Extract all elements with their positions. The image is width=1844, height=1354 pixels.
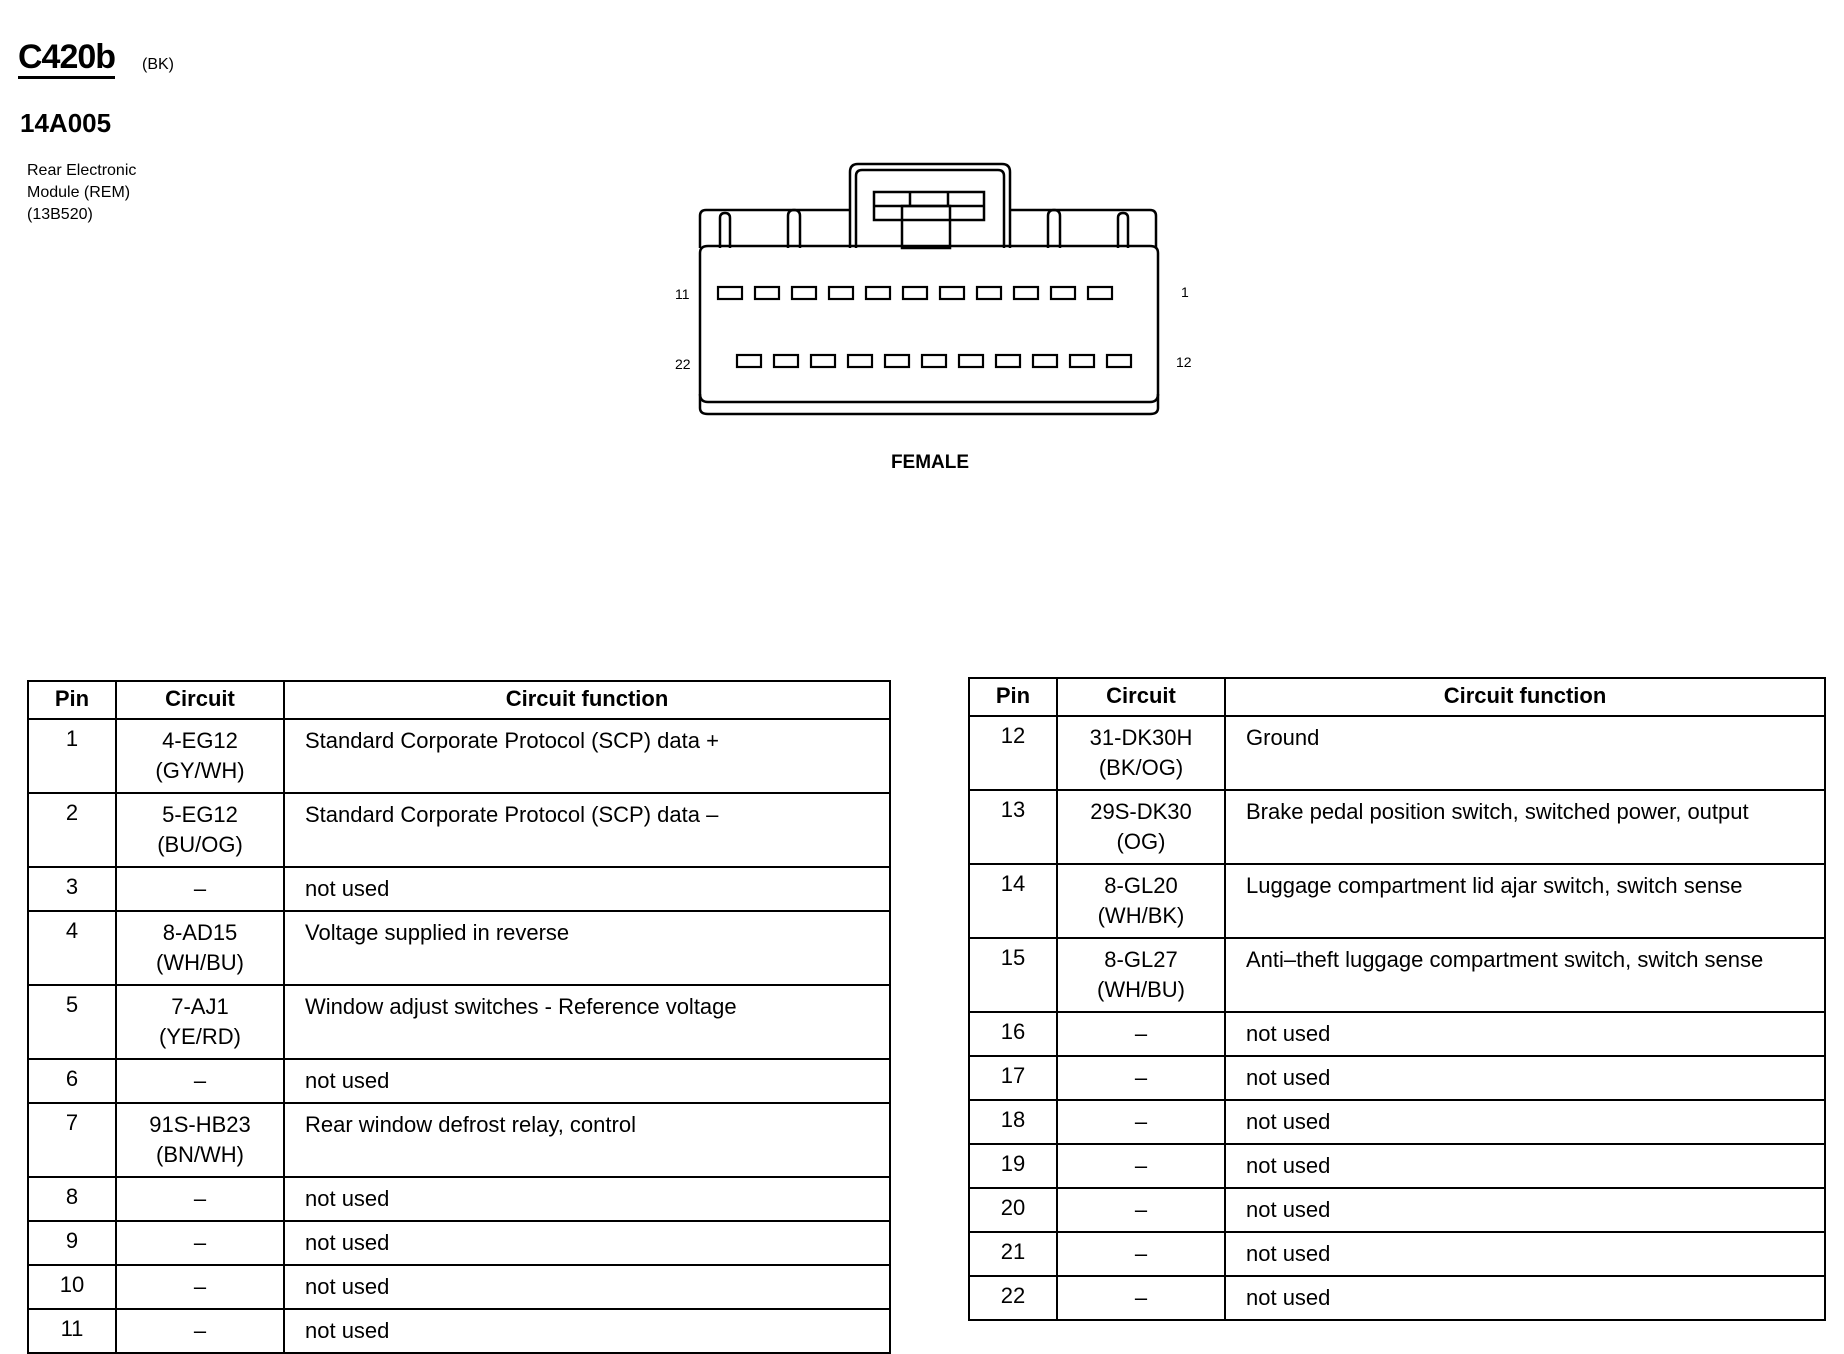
- circuit-cell: [1057, 716, 1225, 790]
- pin-label-1: 1: [1181, 284, 1189, 300]
- circuit-function: not used: [284, 1221, 890, 1265]
- pin-cavity: [1088, 287, 1112, 299]
- connector-base: [700, 394, 1158, 414]
- pin-number: 5: [28, 985, 116, 1059]
- circuit-id: –: [1134, 1021, 1148, 1046]
- table-header-row: [969, 678, 1825, 716]
- circuit-cell: [1057, 1100, 1225, 1144]
- table-row: [28, 1103, 890, 1177]
- pin-label-22: 22: [675, 356, 691, 372]
- table-row: [28, 985, 890, 1059]
- circuit-function: Brake pedal position switch, switched power, output: [1225, 790, 1825, 864]
- table-row: [28, 793, 890, 867]
- circuit-function: Rear window defrost relay, control: [284, 1103, 890, 1177]
- circuit-function: not used: [284, 867, 890, 911]
- header-circuit: Circuit: [116, 681, 284, 719]
- pin-cavity: [811, 355, 835, 367]
- connector-gender-label: FEMALE: [890, 452, 970, 473]
- circuit-cell: [116, 985, 284, 1059]
- circuit-function: not used: [284, 1265, 890, 1309]
- table-row: [969, 716, 1825, 790]
- table-header-row: [28, 681, 890, 719]
- table-row: [28, 1221, 890, 1265]
- pin-cavity: [1070, 355, 1094, 367]
- pin-cavity: [1014, 287, 1038, 299]
- circuit-function: Standard Corporate Protocol (SCP) data +: [284, 719, 890, 793]
- circuit-id: 7-AJ1: [171, 994, 229, 1019]
- circuit-id: 31-DK30H: [1089, 725, 1193, 750]
- table-row: [969, 1144, 1825, 1188]
- connector-color-code: (BK): [142, 56, 174, 73]
- pin-number: 9: [28, 1221, 116, 1265]
- circuit-id: 8-AD15: [162, 920, 238, 945]
- pin-number: 7: [28, 1103, 116, 1177]
- circuit-function: not used: [1225, 1276, 1825, 1320]
- circuit-function: Anti–theft luggage compartment switch, switch sense: [1225, 938, 1825, 1012]
- circuit-function: not used: [1225, 1144, 1825, 1188]
- header-function: Circuit function: [1225, 678, 1825, 716]
- wire-color: (BN/WH): [156, 1142, 244, 1167]
- circuit-cell: [1057, 938, 1225, 1012]
- pin-cavity: [737, 355, 761, 367]
- circuit-function: not used: [284, 1309, 890, 1353]
- pin-number: 15: [969, 938, 1057, 1012]
- circuit-id: 5-EG12: [162, 802, 238, 827]
- pin-number: 18: [969, 1100, 1057, 1144]
- wire-color: (BK/OG): [1098, 755, 1184, 780]
- pin-cavity: [885, 355, 909, 367]
- part-number: 14A005: [20, 108, 112, 138]
- circuit-cell: [1057, 1012, 1225, 1056]
- circuit-function: not used: [1225, 1012, 1825, 1056]
- pin-number: 8: [28, 1177, 116, 1221]
- pin-cavity: [1107, 355, 1131, 367]
- circuit-cell: [1057, 1232, 1225, 1276]
- circuit-cell: [116, 1265, 284, 1309]
- circuit-cell: [116, 719, 284, 793]
- circuit-function: not used: [284, 1059, 890, 1103]
- pin-number: 4: [28, 911, 116, 985]
- table-row: [28, 1265, 890, 1309]
- pin-cavity: [959, 355, 983, 367]
- pin-cavity: [1033, 355, 1057, 367]
- circuit-id: –: [193, 876, 207, 901]
- table-row: [969, 1100, 1825, 1144]
- circuit-function: Window adjust switches - Reference voltage: [284, 985, 890, 1059]
- circuit-id: –: [193, 1274, 207, 1299]
- circuit-id: 4-EG12: [162, 728, 238, 753]
- pin-number: 21: [969, 1232, 1057, 1276]
- circuit-id: –: [1134, 1197, 1148, 1222]
- pin-number: 6: [28, 1059, 116, 1103]
- table-row: [969, 1012, 1825, 1056]
- pin-cavity: [718, 287, 742, 299]
- wire-color: (WH/BK): [1097, 903, 1185, 928]
- pin-cavity: [1051, 287, 1075, 299]
- circuit-function: not used: [1225, 1188, 1825, 1232]
- locating-rib: [788, 210, 800, 248]
- circuit-id: –: [1134, 1285, 1148, 1310]
- wire-color: (WH/BU): [1097, 977, 1185, 1002]
- table-row: [28, 1309, 890, 1353]
- circuit-cell: [1057, 1056, 1225, 1100]
- circuit-function: not used: [1225, 1056, 1825, 1100]
- pin-cavity: [922, 355, 946, 367]
- circuit-function: Ground: [1225, 716, 1825, 790]
- circuit-function: not used: [1225, 1232, 1825, 1276]
- wire-color: (OG): [1116, 829, 1166, 854]
- pin-number: 11: [28, 1309, 116, 1353]
- header-circuit: Circuit: [1057, 678, 1225, 716]
- latch-tab: [902, 206, 950, 248]
- pin-cavity: [866, 287, 890, 299]
- pin-number: 17: [969, 1056, 1057, 1100]
- circuit-function: not used: [284, 1177, 890, 1221]
- pin-number: 1: [28, 719, 116, 793]
- circuit-cell: [116, 1103, 284, 1177]
- pinout-table-left: [27, 680, 891, 1354]
- locating-rib: [1118, 213, 1128, 248]
- circuit-cell: [1057, 1276, 1225, 1320]
- circuit-function: Voltage supplied in reverse: [284, 911, 890, 985]
- pin-cavity: [977, 287, 1001, 299]
- pin-number: 19: [969, 1144, 1057, 1188]
- circuit-id: 29S-DK30: [1090, 799, 1192, 824]
- pin-number: 14: [969, 864, 1057, 938]
- locating-rib: [720, 213, 730, 248]
- table-row: [28, 719, 890, 793]
- circuit-id: –: [193, 1230, 207, 1255]
- circuit-function: Standard Corporate Protocol (SCP) data –: [284, 793, 890, 867]
- pin-number: 12: [969, 716, 1057, 790]
- table-row: [969, 864, 1825, 938]
- pin-number: 10: [28, 1265, 116, 1309]
- circuit-id: 8-GL20: [1104, 873, 1178, 898]
- table-row: [969, 1232, 1825, 1276]
- table-row: [28, 1177, 890, 1221]
- circuit-function: Luggage compartment lid ajar switch, switch sense: [1225, 864, 1825, 938]
- pin-cavity: [774, 355, 798, 367]
- table-row: [28, 911, 890, 985]
- header-function: Circuit function: [284, 681, 890, 719]
- module-line: (13B520): [27, 206, 93, 223]
- table-row: [969, 1276, 1825, 1320]
- header-pin: Pin: [969, 678, 1057, 716]
- table-row: [28, 1059, 890, 1103]
- circuit-id: –: [1134, 1109, 1148, 1134]
- header-pin: Pin: [28, 681, 116, 719]
- pin-number: 16: [969, 1012, 1057, 1056]
- pin-cavity: [940, 287, 964, 299]
- circuit-id: –: [193, 1186, 207, 1211]
- circuit-id: –: [1134, 1065, 1148, 1090]
- circuit-id: –: [1134, 1153, 1148, 1178]
- circuit-id: –: [1134, 1241, 1148, 1266]
- circuit-cell: [1057, 1144, 1225, 1188]
- table-row: [969, 938, 1825, 1012]
- table-row: [969, 1056, 1825, 1100]
- wire-color: (BU/OG): [157, 832, 243, 857]
- circuit-id: 8-GL27: [1104, 947, 1178, 972]
- circuit-cell: [1057, 790, 1225, 864]
- circuit-id: –: [193, 1068, 207, 1093]
- pin-number: 13: [969, 790, 1057, 864]
- circuit-id: 91S-HB23: [149, 1112, 251, 1137]
- wire-color: (WH/BU): [156, 950, 244, 975]
- locating-rib: [1048, 210, 1060, 248]
- circuit-function: not used: [1225, 1100, 1825, 1144]
- circuit-cell: [116, 867, 284, 911]
- module-description: [27, 160, 136, 226]
- module-line: Rear Electronic: [27, 162, 137, 179]
- pin-cavity: [903, 287, 927, 299]
- table-row: [969, 1188, 1825, 1232]
- circuit-cell: [116, 1177, 284, 1221]
- circuit-cell: [116, 911, 284, 985]
- circuit-cell: [116, 1059, 284, 1103]
- connector-shroud: [700, 210, 850, 248]
- pin-number: 3: [28, 867, 116, 911]
- pin-cavity: [755, 287, 779, 299]
- pin-label-11: 11: [675, 286, 690, 302]
- wire-color: (YE/RD): [159, 1024, 241, 1049]
- connector-face-diagram: [660, 158, 1180, 428]
- pin-cavity: [996, 355, 1020, 367]
- pin-number: 2: [28, 793, 116, 867]
- pin-label-12: 12: [1176, 354, 1192, 370]
- pin-cavity: [792, 287, 816, 299]
- module-line: Module (REM): [27, 184, 131, 201]
- pin-cavity: [829, 287, 853, 299]
- connector-id: C420b: [18, 40, 115, 79]
- circuit-cell: [1057, 864, 1225, 938]
- connector-body: [700, 246, 1158, 402]
- circuit-id: –: [193, 1318, 207, 1343]
- wire-color: (GY/WH): [155, 758, 245, 783]
- pin-number: 20: [969, 1188, 1057, 1232]
- circuit-cell: [116, 793, 284, 867]
- pinout-table-right: [968, 677, 1826, 1321]
- table-row: [969, 790, 1825, 864]
- pin-cavity: [848, 355, 872, 367]
- circuit-cell: [116, 1221, 284, 1265]
- circuit-cell: [1057, 1188, 1225, 1232]
- circuit-cell: [116, 1309, 284, 1353]
- table-row: [28, 867, 890, 911]
- pin-number: 22: [969, 1276, 1057, 1320]
